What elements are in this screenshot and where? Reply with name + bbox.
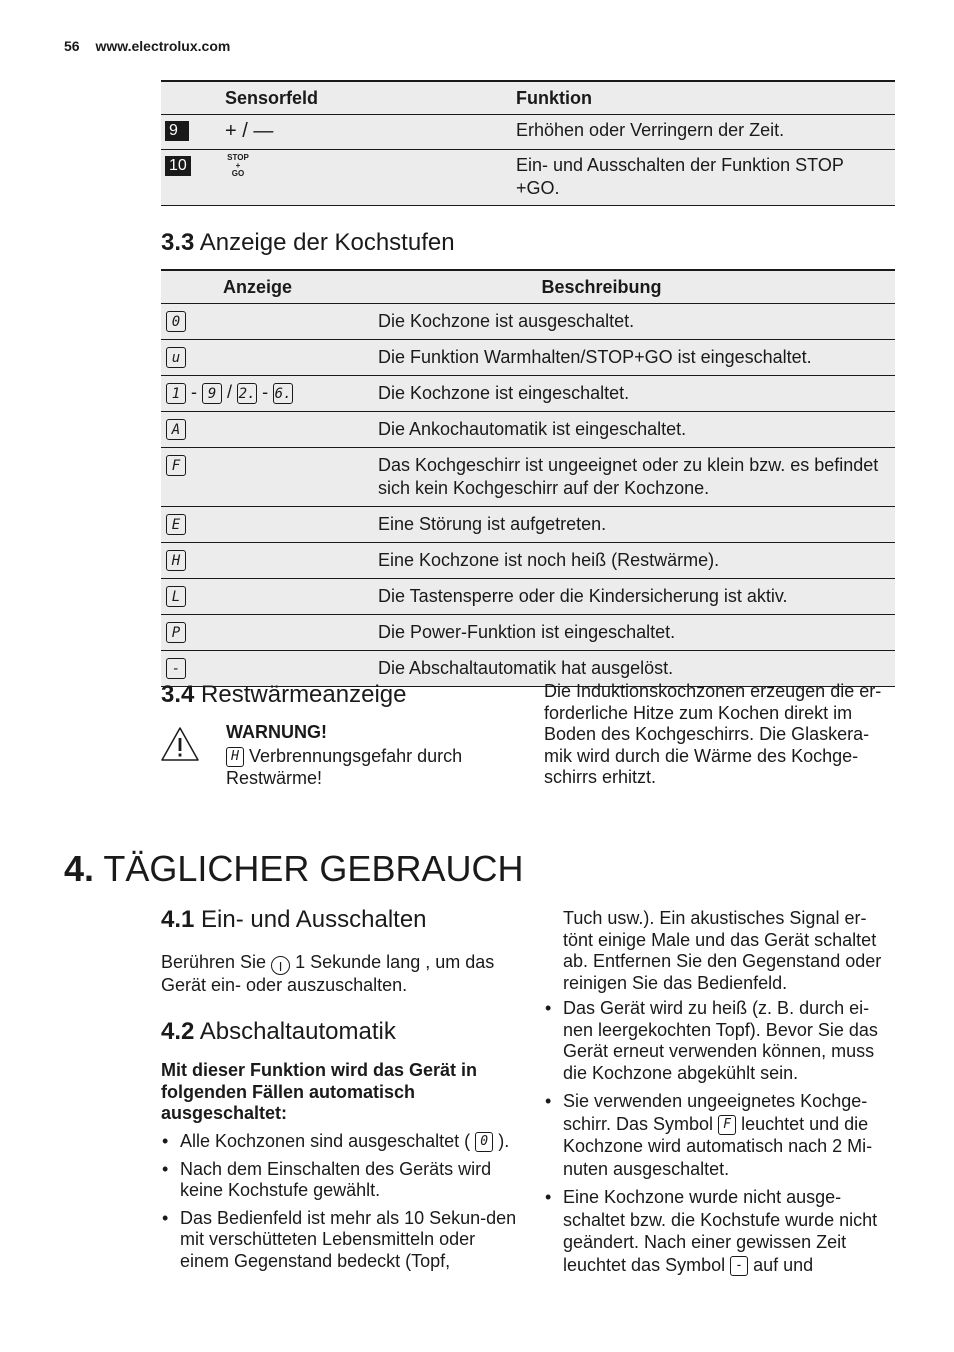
table-row <box>161 543 895 579</box>
table-row <box>161 507 895 543</box>
description-cell: Eine Störung ist aufgetreten. <box>378 507 895 543</box>
instruction-text: Berühren Sie <box>161 952 267 972</box>
display-a-icon: A <box>166 419 186 440</box>
list-item <box>544 1090 895 1180</box>
display-f-icon: F <box>718 1115 736 1135</box>
description-cell: Die Funktion Warmhalten/STOP+GO ist eingeschaltet. <box>378 340 895 376</box>
table-header-row <box>161 270 895 304</box>
on-off-instruction <box>161 952 516 997</box>
row-number: 9 <box>165 121 189 141</box>
display-cell <box>161 448 378 507</box>
stop-go-icon-bottom: GO <box>231 169 245 178</box>
sensor-cell <box>225 115 516 150</box>
list-item-text: Sie verwenden ungeeignetes Kochge-schirr. Das Symbol <box>563 1091 868 1134</box>
stop-go-icon-mid: + <box>235 161 241 170</box>
sensor-cell <box>225 150 516 206</box>
display-f-icon: F <box>166 455 186 476</box>
list-item-text: auf und <box>753 1254 814 1275</box>
chapter-number: 4. <box>64 848 95 889</box>
header-url: www.electrolux.com <box>95 38 231 54</box>
table-row <box>161 579 895 615</box>
display-cell <box>161 543 378 579</box>
display-six-dot-icon: 6. <box>273 383 293 404</box>
display-keep-warm-icon: u <box>166 347 186 368</box>
display-cell <box>161 579 378 615</box>
table-header-row <box>161 81 895 115</box>
display-e-icon: E <box>166 514 186 535</box>
table-row <box>161 376 895 412</box>
column-header-sensor: Sensorfeld <box>225 81 516 115</box>
power-button-icon <box>271 956 290 975</box>
list-item-continuation: Tuch usw.). Ein akustisches Signal er-tönt einige Male und das Gerät schaltet ab. Entfernen Sie den Gegenstand oder reinigen Sie das Bedienfeld. <box>563 908 882 993</box>
auto-off-intro: Mit dieser Funktion wird das Gerät in folgenden Fällen automatisch ausgeschaltet: <box>161 1060 478 1123</box>
list-item-text: leuchtet und die Kochzone wird automatisch nach 2 Mi-nuten ausgeschaltet. <box>563 1113 873 1179</box>
range-separator: / <box>227 382 233 402</box>
display-h-icon: H <box>226 747 244 767</box>
display-h-icon: H <box>166 550 186 571</box>
list-item-text: Alle Kochzonen sind ausgeschaltet ( <box>180 1131 471 1151</box>
table-row <box>161 448 895 507</box>
auto-off-list-left <box>161 1131 517 1278</box>
chapter-title: TÄGLICHER GEBRAUCH <box>103 848 524 889</box>
table-row <box>161 412 895 448</box>
section-title: Restwärmeanzeige <box>201 681 407 708</box>
display-table <box>161 269 895 687</box>
description-cell: Die Power-Funktion ist eingeschaltet. <box>378 615 895 651</box>
column-header-description: Beschreibung <box>378 270 895 304</box>
display-cell <box>161 615 378 651</box>
description-cell: Eine Kochzone ist noch heiß (Restwärme). <box>378 543 895 579</box>
page-header <box>64 38 230 54</box>
section-heading-4-1 <box>161 906 427 934</box>
display-cell <box>161 412 378 448</box>
power-symbol: I <box>278 959 283 974</box>
page-number: 56 <box>64 38 80 54</box>
display-one-icon: 1 <box>166 383 186 404</box>
display-dash-icon: - <box>166 658 186 679</box>
section-number: 3.4 <box>161 681 195 708</box>
column-header-function: Funktion <box>516 81 895 115</box>
display-cell <box>161 304 378 340</box>
table-row <box>161 340 895 376</box>
description-cell: Die Ankochautomatik ist eingeschaltet. <box>378 412 895 448</box>
row-number-cell <box>161 150 225 206</box>
function-cell: Ein- und Ausschalten der Funktion STOP +GO. <box>516 150 895 206</box>
description-cell: Die Abschaltautomatik hat ausgelöst. <box>378 651 895 687</box>
list-item: • Das Gerät wird zu heiß (z. B. durch ei-nen leergekochten Topf). Bevor Sie das Gerät erneut verwenden können, muss die Kochzone abgekühlt sein. <box>544 998 895 1084</box>
display-l-icon: L <box>166 586 186 607</box>
table-row <box>161 150 895 206</box>
stop-go-icon-top: STOP <box>227 153 249 162</box>
section-heading-4-2 <box>161 1018 396 1046</box>
display-zero-icon: 0 <box>475 1132 493 1152</box>
row-number: 10 <box>165 156 191 176</box>
display-nine-icon: 9 <box>202 383 222 404</box>
list-item: • Nach dem Einschalten des Geräts wird keine Kochstufe gewählt. <box>161 1159 517 1202</box>
warning-title: WARNUNG! <box>226 722 327 742</box>
header-spacer <box>161 81 225 115</box>
list-item: • Das Bedienfeld ist mehr als 10 Sekun-den mit verschütteten Lebensmitteln oder einem Gegenstand bedeckt (Topf, <box>161 1208 517 1273</box>
display-zero-icon: 0 <box>166 311 186 332</box>
list-item-text: ). <box>498 1131 510 1151</box>
chapter-heading <box>64 848 523 890</box>
table-row <box>161 115 895 150</box>
description-cell: Das Kochgeschirr ist ungeeignet oder zu klein bzw. es befindet sich kein Kochgeschirr auf der Kochzone. <box>378 448 895 507</box>
plus-minus-sensor-icon: + / — <box>225 120 274 142</box>
warning-message: Verbrennungsgefahr durch Restwärme! <box>226 746 463 788</box>
display-two-dot-icon: 2. <box>237 383 257 404</box>
range-separator: - <box>262 382 269 402</box>
instruction-text: 1 Sekunde lang , um das Gerät ein- oder auszuschalten. <box>161 952 495 995</box>
description-cell: Die Kochzone ist ausgeschaltet. <box>378 304 895 340</box>
table-row <box>161 304 895 340</box>
section-number: 3.3 <box>161 229 195 256</box>
range-separator: - <box>191 382 198 402</box>
section-title: Abschaltautomatik <box>199 1018 396 1045</box>
section-heading-3-4 <box>161 681 406 709</box>
auto-off-list-right <box>544 998 895 1282</box>
display-cell <box>161 507 378 543</box>
section-title: Anzeige der Kochstufen <box>199 229 455 256</box>
stop-go-icon <box>225 154 251 178</box>
warning-triangle-icon <box>160 726 200 767</box>
list-item <box>161 1131 517 1153</box>
warning-text <box>226 746 516 789</box>
table-row <box>161 615 895 651</box>
section-number: 4.2 <box>161 1018 195 1045</box>
description-cell: Die Kochzone ist eingeschaltet. <box>378 376 895 412</box>
description-cell: Die Tastensperre oder die Kindersicherung ist aktiv. <box>378 579 895 615</box>
list-item-text: Eine Kochzone wurde nicht ausge-schaltet bzw. die Kochstufe wurde nicht geändert. Nach einer gewissen Zeit leuchtet das Symbol <box>563 1187 878 1275</box>
list-item <box>544 1186 895 1276</box>
row-number-cell <box>161 115 225 150</box>
display-p-icon: P <box>166 622 186 643</box>
display-cell <box>161 340 378 376</box>
section-heading-3-3 <box>161 229 455 257</box>
display-cell <box>161 376 378 412</box>
function-cell: Erhöhen oder Verringern der Zeit. <box>516 115 895 150</box>
sensor-table <box>161 80 895 206</box>
section-title: Ein- und Ausschalten <box>201 906 427 933</box>
display-dash-icon: - <box>730 1256 748 1276</box>
section-number: 4.1 <box>161 906 195 933</box>
induction-paragraph: Die Induktionskochzonen erzeugen die er-forderliche Hitze zum Kochen direkt im Boden des Kochgeschirrs. Die Glaskera-mik wird durch die Wärme des Kochge-schirrs erhitzt. <box>544 681 882 787</box>
column-header-display: Anzeige <box>161 270 378 304</box>
